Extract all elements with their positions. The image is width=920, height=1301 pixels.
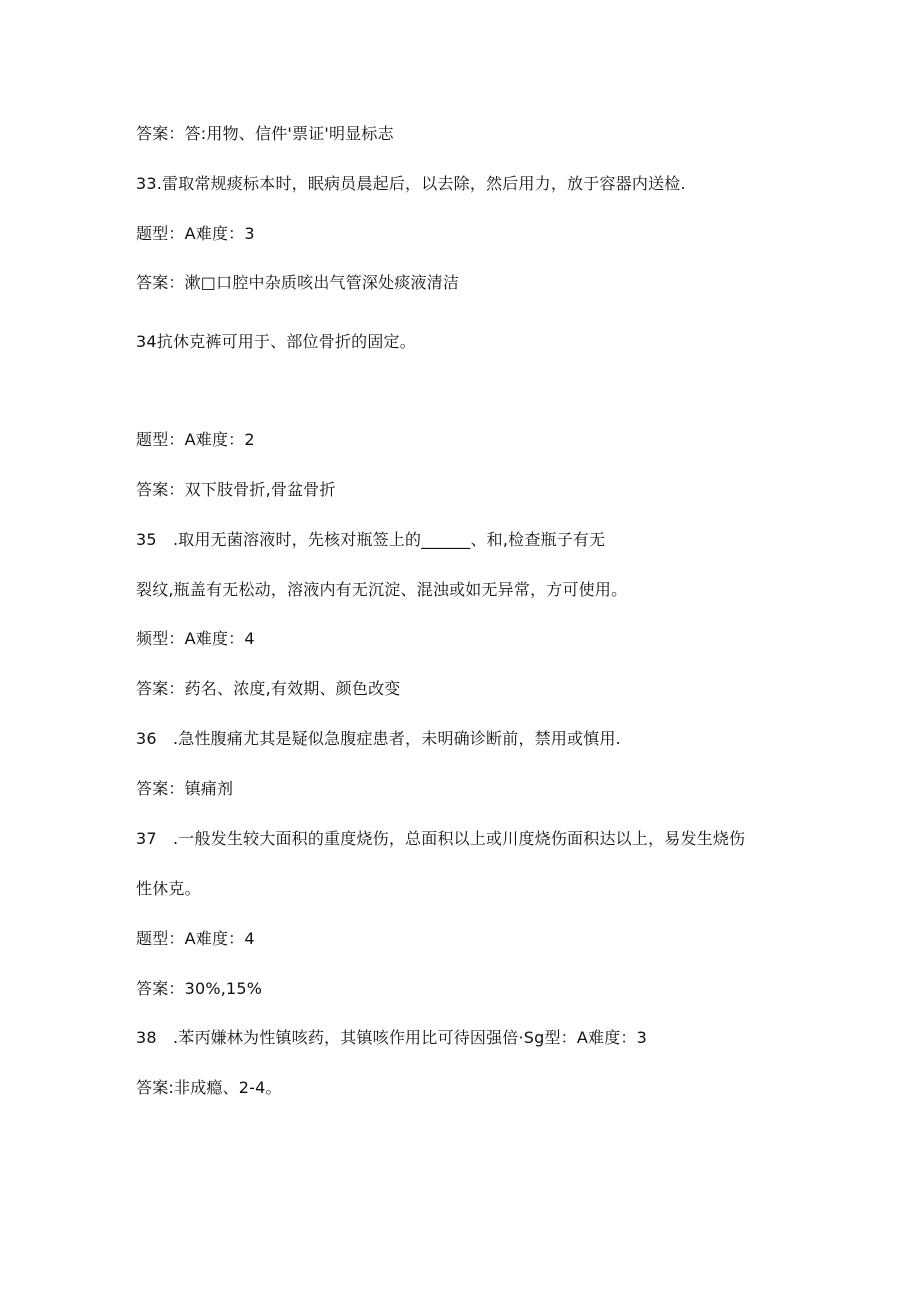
question-35: 35 .取用无菌溶液时，先核对瓶签上的______、和,检查瓶子有无 (136, 530, 606, 549)
answer-text: 答案：药名、浓度,有效期、颜色改变 (136, 679, 401, 698)
question-38: 38 .苯丙嫌林为性镇咳药，其镇咳作用比可待因强倍·Sg型：A难度：3 (136, 1028, 647, 1047)
question-meta: 题型：A难度：4 (136, 929, 255, 948)
answer-text: 答案：30%,15% (136, 979, 263, 998)
question-35-continued: 裂纹,瓶盖有无松动，溶液内有无沉淀、混浊或如无异常，方可使用。 (136, 580, 628, 599)
question-meta: 题型：A难度：2 (136, 430, 255, 449)
question-33: 33.雷取常规痰标本时，眠病员晨起后，以去除，然后用力，放于容器内送检. (136, 174, 686, 193)
answer-text: 答案：答:用物、信件'票证'明显标志 (136, 124, 394, 143)
answer-text: 答案：双下肢骨折,骨盆骨折 (136, 480, 336, 499)
question-meta: 频型：A难度：4 (136, 629, 255, 648)
question-36: 36 .急性腹痛尤其是疑似急腹症患者，未明确诊断前，禁用或慎用. (136, 729, 621, 748)
question-meta: 题型：A难度：3 (136, 224, 255, 243)
question-37-continued: 性休克。 (136, 879, 201, 898)
answer-text: 答案:非成瘾、2-4。 (136, 1078, 282, 1097)
question-37: 37 .一般发生较大面积的重度烧伤，总面积以上或川度烧伤面积达以上，易发生烧伤 (136, 829, 746, 848)
question-34: 34抗休克裤可用于、部位骨折的固定。 (136, 332, 416, 351)
answer-text: 答案：镇痛剂 (136, 779, 234, 798)
answer-text: 答案：漱□口腔中杂质咳出气管深处痰液清洁 (136, 273, 460, 292)
